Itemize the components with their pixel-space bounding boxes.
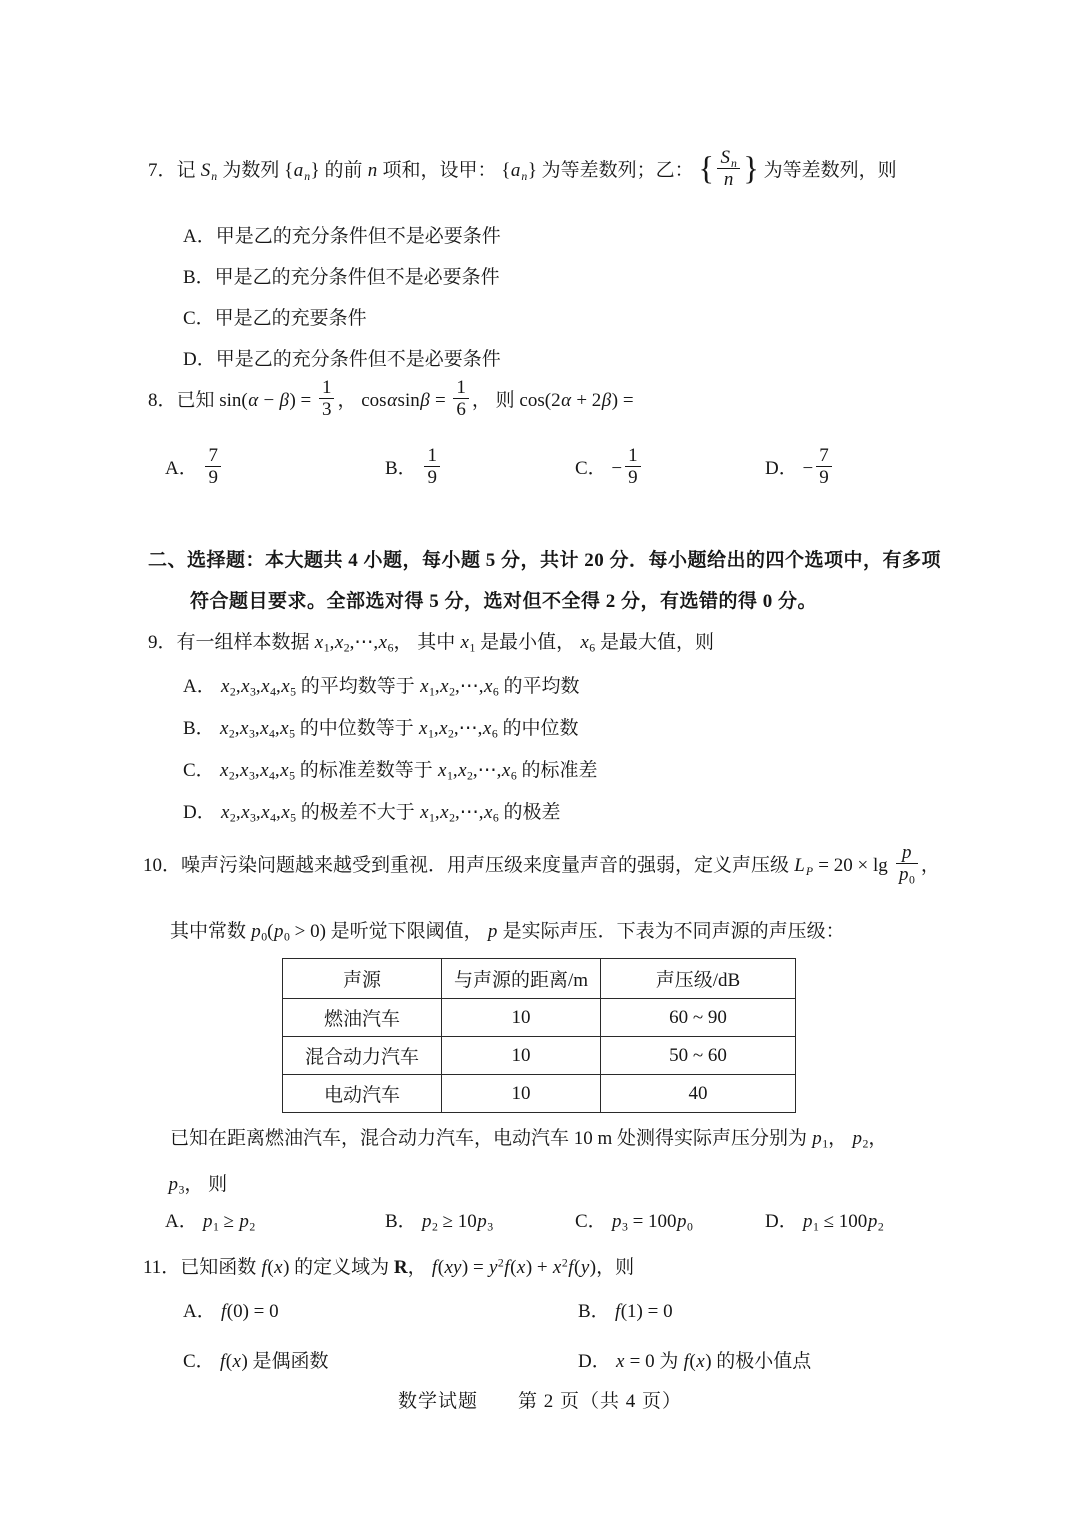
q10-stem-line1: 10．噪声污染问题越来越受到重视．用声压级来度量声音的强弱，定义声压级 $L_P = 20 \times \lg$ $\frac{p}{p_0}$ ， bbox=[143, 842, 940, 887]
q7-stem: 7．记 $S_n$ 为数列 $\{a_n\}$ 的前 n 项和，设甲： $\{a_n\}$ 为等差数列；乙： { $\frac{S_n}{n}$ } 为等差数列，则 bbox=[148, 147, 897, 191]
q10-stem-line2: 其中常数 $p_0(p_0 > 0)$ 是听觉下限阈值， p 是实际声压．下表为不同声源的声压级： bbox=[170, 921, 845, 944]
q10-option-c: C． $p_3 = 100p_0$ bbox=[575, 1211, 693, 1234]
q9-option-c: C． $x_2,x_3,x_4,x_5$ 的标准差数等于 $x_1,x_2,\cdots,x_6$ 的标准差 bbox=[183, 760, 598, 783]
table-cell: 10 bbox=[442, 1037, 601, 1075]
q8-option-a: A． $\frac{7}{9}$ bbox=[165, 448, 224, 492]
q7-option-a: A．甲是乙的充分条件但不是必要条件 bbox=[183, 226, 501, 247]
q7-option-d: D．甲是乙的充分条件但不是必要条件 bbox=[183, 349, 501, 370]
table-cell: 40 bbox=[601, 1075, 796, 1113]
table-header-row bbox=[283, 959, 796, 999]
table-row bbox=[283, 999, 796, 1037]
table-cell: 燃油汽车 bbox=[283, 999, 442, 1037]
q11-option-c: C． f(x) 是偶函数 bbox=[183, 1351, 329, 1372]
q10-note-line1: 已知在距离燃油汽车，混合动力汽车，电动汽车 10 m 处测得实际声压分别为 $p_1$， $p_2$， bbox=[170, 1128, 888, 1151]
q10-option-b: B． $p_2 \ge 10p_3$ bbox=[385, 1211, 494, 1234]
table-cell: 混合动力汽车 bbox=[283, 1037, 442, 1075]
table-cell: 10 bbox=[442, 999, 601, 1037]
q7-option-b: B．甲是乙的充分条件但不是必要条件 bbox=[183, 267, 500, 288]
q11-option-d: D． x = 0 为 f(x) 的极小值点 bbox=[578, 1351, 812, 1372]
q10-option-d: D． $p_1 \le 100p_2$ bbox=[765, 1211, 884, 1234]
q7-option-c: C．甲是乙的充要条件 bbox=[183, 308, 367, 329]
sound-pressure-table bbox=[282, 958, 796, 1113]
q9-stem: 9．有一组样本数据 $x_1,x_2,\cdots,x_6$， 其中 $x_1$ 是最小值， $x_6$ 是最大值，则 bbox=[148, 632, 714, 655]
q9-option-d: D． $x_2,x_3,x_4,x_5$ 的极差不大于 $x_1,x_2,\cdots,x_6$ 的极差 bbox=[183, 802, 561, 825]
page-footer: 数学试题 第 2 页（共 4 页） bbox=[397, 1391, 682, 1412]
q10-note-line2: $p_3$， 则 bbox=[168, 1174, 228, 1197]
q11-option-b: B． f(1) = 0 bbox=[578, 1301, 673, 1322]
q11-stem: 11．已知函数 f(x) 的定义域为 R， $f(xy) = y^2f(x) + x^2f(y)$，则 bbox=[143, 1256, 635, 1278]
table-row bbox=[283, 1037, 796, 1075]
table-cell: 60 ~ 90 bbox=[601, 999, 796, 1037]
section2-header-line1: 二、选择题：本大题共 4 小题，每小题 5 分，共计 20 分．每小题给出的四个选项中，有多项 bbox=[148, 550, 942, 571]
q8-option-d: D． − $\frac{7}{9}$ bbox=[765, 448, 835, 492]
table-cell: 10 bbox=[442, 1075, 601, 1113]
q8-option-b: B． $\frac{1}{9}$ bbox=[385, 448, 443, 492]
table-header-level: 声压级/dB bbox=[601, 959, 796, 999]
table-cell: 电动汽车 bbox=[283, 1075, 442, 1113]
table-cell: 50 ~ 60 bbox=[601, 1037, 796, 1075]
section2-header-line2: 符合题目要求。全部选对得 5 分，选对但不全得 2 分，有选错的得 0 分。 bbox=[190, 591, 818, 612]
q10-option-a: A． $p_1 \ge p_2$ bbox=[165, 1211, 256, 1234]
table-header-source: 声源 bbox=[283, 959, 442, 999]
table-header-distance: 与声源的距离/m bbox=[442, 959, 601, 999]
q11-option-a: A． f(0) = 0 bbox=[183, 1301, 279, 1322]
q9-option-a: A． $x_2,x_3,x_4,x_5$ 的平均数等于 $x_1,x_2,\cdots,x_6$ 的平均数 bbox=[183, 676, 580, 699]
q9-option-b: B． $x_2,x_3,x_4,x_5$ 的中位数等于 $x_1,x_2,\cdots,x_6$ 的中位数 bbox=[183, 718, 579, 741]
q8-option-c: C． − $\frac{1}{9}$ bbox=[575, 448, 644, 492]
table-row bbox=[283, 1075, 796, 1113]
q8-stem: 8．已知 sin(α − β) = $\frac{1}{3}$ ， cosαsinβ = $\frac{1}{6}$ ， 则 cos(2α + 2β) = bbox=[148, 377, 634, 421]
